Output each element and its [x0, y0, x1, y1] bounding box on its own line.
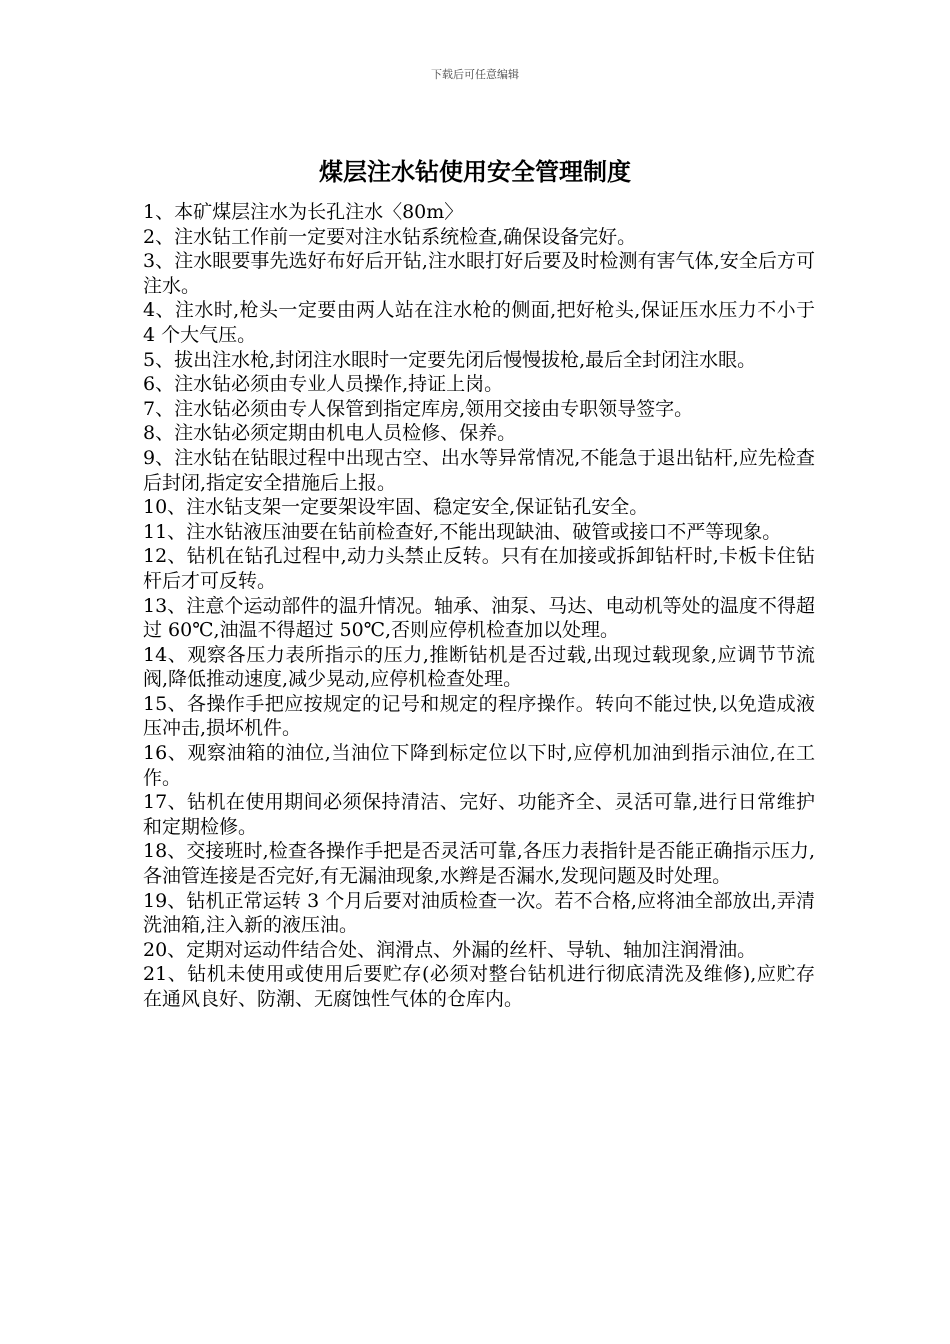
- rules-list: [143, 200, 815, 1012]
- rule-item: 6、注水钻必须由专业人员操作,持证上岗。: [143, 373, 504, 396]
- rule-item: 9、注水钻在钻眼过程中出现古空、出水等异常情况,不能急于退出钻杆,应先检查后封闭,指定安全措施后上报。: [143, 446, 815, 494]
- rule-item: 19、钻机正常运转 3 个月后要对油质检查一次。若不合格,应将油全部放出,弄清洗油箱,注入新的液压油。: [143, 889, 815, 937]
- rule-item: 12、钻机在钻孔过程中,动力头禁止反转。只有在加接或拆卸钻杆时,卡板卡住钻杆后才可反转。: [143, 545, 815, 592]
- rule-item: 18、交接班时,检查各操作手把是否灵活可靠,各压力表指针是否能正确指示压力,各油管连接是否完好,有无漏油现象,水辫是否漏水,发现问题及时处理。: [143, 840, 815, 888]
- rule-item: 15、各操作手把应按规定的记号和规定的程序操作。转向不能过快,以免造成液压冲击,损坏机件。: [143, 692, 815, 740]
- rule-item: 2、注水钻工作前一定要对注水钻系统检查,确保设备完好。: [143, 225, 637, 248]
- rule-item: 17、钻机在使用期间必须保持清洁、完好、功能齐全、灵活可靠,进行日常维护和定期检修。: [143, 791, 815, 838]
- rule-item: 16、观察油箱的油位,当油位下降到标定位以下时,应停机加油到指示油位,在工作。: [143, 742, 815, 789]
- rule-item: 1、本矿煤层注水为长孔注水〈80m〉: [143, 201, 464, 223]
- rule-item: 5、拔出注水枪,封闭注水眼时一定要先闭后慢慢拔枪,最后全封闭注水眼。: [143, 348, 757, 371]
- rule-item: 4、注水时,枪头一定要由两人站在注水枪的侧面,把好枪头,保证压水压力不小于 4 个大气压。: [143, 299, 815, 346]
- rule-item: 7、注水钻必须由专人保管到指定库房,领用交接由专职领导签字。: [143, 397, 694, 420]
- rule-item: 13、注意个运动部件的温升情况。轴承、油泵、马达、电动机等处的温度不得超过 60℃,油温不得超过 50℃,否则应停机检查加以处理。: [143, 594, 815, 642]
- rule-item: 10、注水钻支架一定要架设牢固、稳定安全,保证钻孔安全。: [143, 496, 649, 519]
- rule-item: 20、定期对运动件结合处、润滑点、外漏的丝杆、导轨、轴加注润滑油。: [143, 938, 757, 961]
- rule-item: 21、钻机未使用或使用后要贮存(必须对整台钻机进行彻底清洗及维修),应贮存在通风良好、防潮、无腐蚀性气体的仓库内。: [143, 963, 815, 1010]
- rule-item: 8、注水钻必须定期由机电人员检修、保养。: [143, 422, 517, 445]
- rule-item: 14、观察各压力表所指示的压力,推断钻机是否过载,出现过载现象,应调节节流阀,降低推动速度,减少晃动,应停机检查处理。: [143, 643, 815, 691]
- page-header-note: 下载后可任意编辑: [431, 68, 519, 81]
- rule-item: 11、注水钻液压油要在钻前检查好,不能出现缺油、破管或接口不严等现象。: [143, 520, 782, 543]
- rule-item: 3、注水眼要事先选好布好后开钻,注水眼打好后要及时检测有害气体,安全后方可注水。: [143, 250, 815, 297]
- document-title: 煤层注水钻使用安全管理制度: [319, 158, 631, 186]
